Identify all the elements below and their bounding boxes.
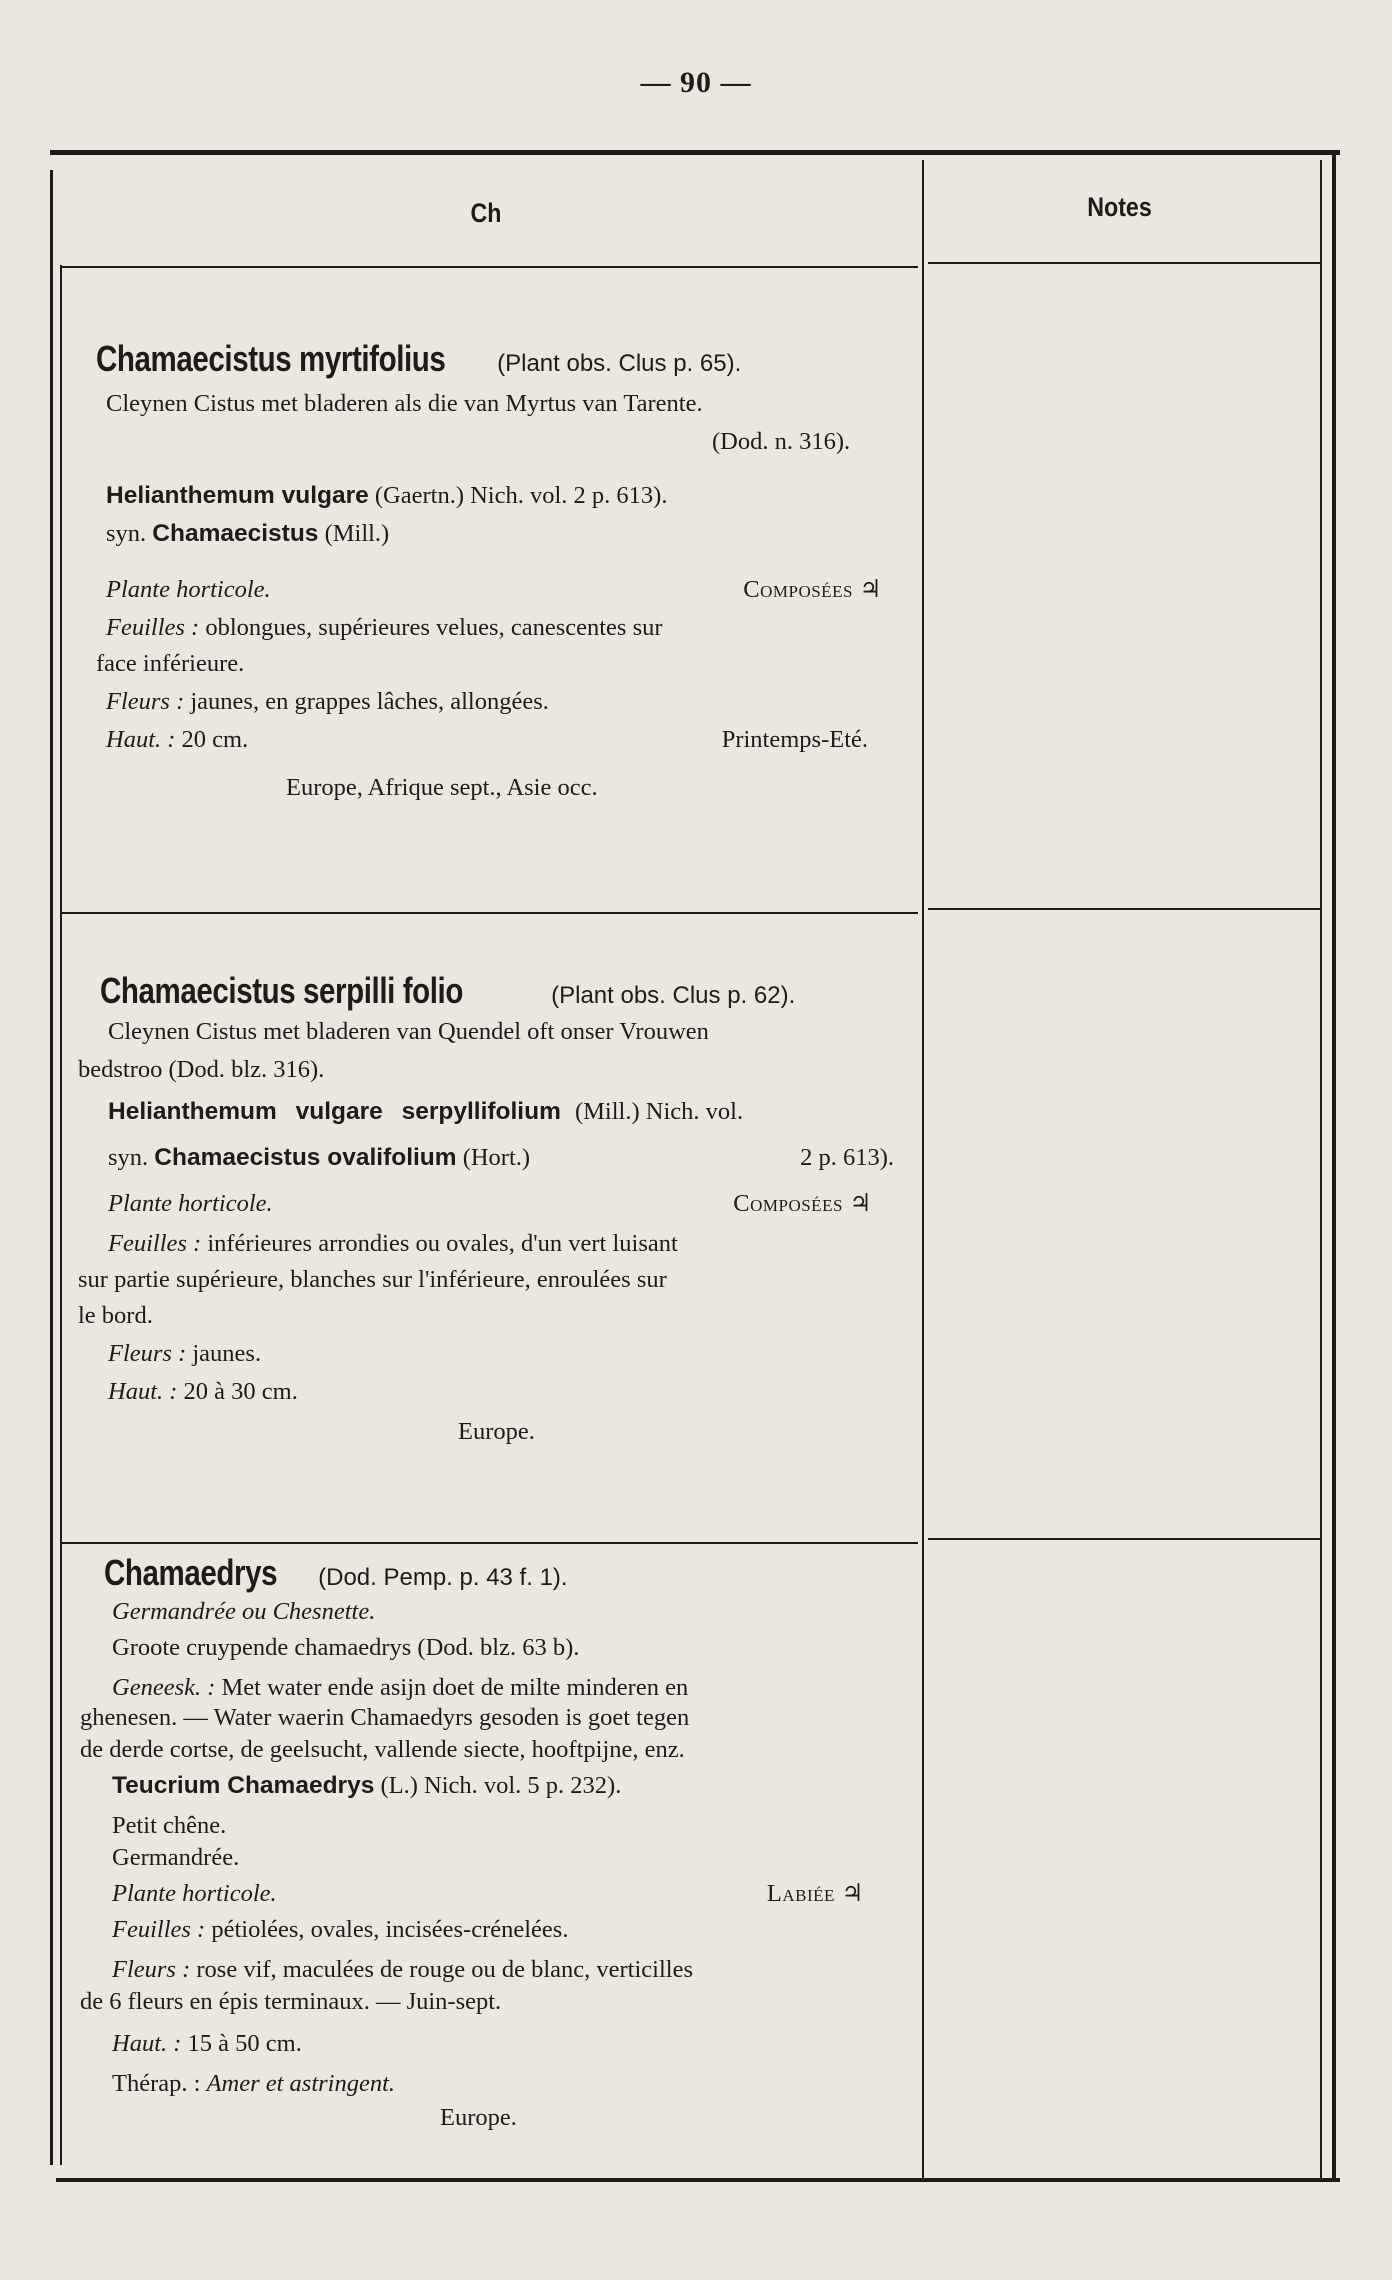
synonym-name: Helianthemum vulgare serpyllifolium [108,1098,561,1125]
entry-reference: (Plant obs. Clus p. 65). [497,350,742,377]
plant-type: Plante horticole. [106,576,271,603]
synonym-name: Teucrium Chamaedrys [112,1772,375,1799]
season-text: Printemps-Eté. [721,726,868,753]
dutch-continued: bedstroo (Dod. blz. 316). [78,1056,325,1083]
therap-line [80,2065,908,2103]
synonym-line [96,477,902,515]
dutch-reference: (Dod. n. 316). [712,428,851,455]
region-text: Europe. [458,1418,535,1445]
geneesk-text: Met water ende asijn doet de milte minderen en [221,1674,689,1701]
entry-title: Chamaedrys [104,1552,278,1593]
column-divider [922,160,924,2180]
plant-type-line [80,1875,908,1913]
haut-text: 20 à 30 cm. [183,1378,298,1405]
column-header-right: Notes [1087,192,1152,222]
synonym-reference: (L.) Nich. vol. 5 p. 232). [380,1772,622,1799]
feuilles-continued: face inférieure. [96,650,245,677]
feuilles-line [80,1911,908,1949]
fleurs-line [78,1335,904,1373]
region-text: Europe, Afrique sept., Asie occ. [286,774,598,801]
header-rule-left [60,266,918,268]
feuilles-text: pétiolées, ovales, incisées-crénelées. [211,1916,569,1943]
fleurs-text: rose vif, maculées de rouge ou de blanc, verticilles [196,1956,693,1983]
common-name-1: Petit chêne. [112,1812,227,1839]
plant-type: Plante horticole. [112,1880,277,1907]
entry-chamaedrys [80,1554,908,2137]
entry-divider-1-right [928,908,1320,910]
synonym-name: Helianthemum vulgare [106,482,369,509]
fleurs-text: jaunes. [192,1340,262,1367]
feuilles-continued-2: le bord. [78,1302,153,1329]
family-label: Labiée ♃ [766,1880,864,1907]
synonym-volume: 2 p. 613). [800,1144,894,1171]
entry-divider-1-left [60,912,918,914]
plant-type-line [96,571,902,609]
right-inner-border [1320,160,1322,2180]
dutch-description: Cleynen Cistus met bladeren van Quendel oft onser Vrouwen [108,1018,709,1045]
left-border [50,170,53,2165]
therap-text: Amer et astringent. [206,2070,396,2097]
haut-line [80,2025,908,2063]
haut-line [96,721,902,759]
synonym-line-2 [96,515,902,553]
top-rule [50,150,1340,155]
geneesk-label: Geneesk. : [112,1674,216,1701]
syn-prefix: syn. [106,520,147,547]
fleurs-label: Fleurs : [108,1340,187,1367]
synonym-line [80,1767,908,1805]
haut-label: Haut. : [106,726,176,753]
fleurs-line [96,683,902,721]
feuilles-continued: sur partie supérieure, blanches sur l'inférieure, enroulées sur [78,1266,667,1293]
feuilles-line [96,609,902,647]
right-border [1332,150,1336,2180]
haut-label: Haut. : [112,2030,182,2057]
entry-title-line [80,1554,908,1597]
syn-prefix: syn. [108,1144,149,1171]
haut-text: 15 à 50 cm. [187,2030,302,2057]
column-header-left: Ch [470,198,502,228]
fleurs-continued: de 6 fleurs en épis terminaux. — Juin-sept. [80,1988,502,2015]
entry-chamaecistus-myrtifolius [96,340,902,807]
feuilles-line [78,1225,904,1263]
geneesk-continued: ghenesen. — Water waerin Chamaedyrs gesoden is goet tegen [80,1704,690,1731]
entry-reference: (Plant obs. Clus p. 62). [551,982,796,1009]
entry-title: Chamaecistus myrtifolius [96,338,446,379]
feuilles-label: Feuilles : [106,614,200,641]
entry-title: Chamaecistus serpilli folio [100,970,463,1011]
synonym-line-2 [78,1139,904,1177]
dutch-description: Cleynen Cistus met bladeren als die van Myrtus van Tarente. [106,390,703,417]
synonym-reference: (Gaertn.) Nich. vol. 2 p. 613). [374,482,668,509]
family-label: Composées ♃ [743,576,882,603]
synonym-reference: (Mill.) Nich. vol. [574,1098,744,1125]
entry-chamaecistus-serpilli-folio [78,972,904,1451]
fleurs-label: Fleurs : [112,1956,191,1983]
family-label: Composées ♃ [733,1190,872,1217]
feuilles-text: oblongues, supérieures velues, canescentes sur [205,614,663,641]
plant-type: Plante horticole. [108,1190,273,1217]
synonym-author: (Hort.) [462,1144,531,1171]
entry-reference: (Dod. Pemp. p. 43 f. 1). [318,1564,568,1591]
haut-text: 20 cm. [181,726,249,753]
common-name-2: Germandrée. [112,1844,240,1871]
fleurs-text: jaunes, en grappes lâches, allongées. [190,688,549,715]
entry-divider-2-left [60,1542,918,1544]
geneesk-continued-2: de derde cortse, de geelsucht, vallende siecte, hooftpijne, enz. [80,1736,685,1763]
left-inner-border [60,265,62,2165]
header-rule-right [928,262,1320,264]
synonym-author: (Mill.) [324,520,390,547]
french-name: Germandrée ou Chesnette. [112,1598,376,1625]
entry-title-line [78,972,904,1015]
feuilles-text: inférieures arrondies ou ovales, d'un vert luisant [207,1230,678,1257]
haut-line [78,1373,904,1411]
feuilles-label: Feuilles : [108,1230,202,1257]
therap-label: Thérap. : [112,2070,201,2097]
entry-title-line [96,340,902,383]
feuilles-label: Feuilles : [112,1916,206,1943]
bottom-rule [56,2178,1340,2182]
plant-type-line [78,1185,904,1223]
dutch-description: Groote cruypende chamaedrys (Dod. blz. 63 b). [112,1634,580,1661]
haut-label: Haut. : [108,1378,178,1405]
synonym-line [78,1093,904,1131]
page-number: — 90 — [640,66,752,99]
synonym-name-2: Chamaecistus ovalifolium [154,1144,457,1171]
entry-divider-2-right [928,1538,1320,1540]
region-text: Europe. [440,2104,517,2131]
synonym-name-2: Chamaecistus [152,520,319,547]
fleurs-label: Fleurs : [106,688,185,715]
